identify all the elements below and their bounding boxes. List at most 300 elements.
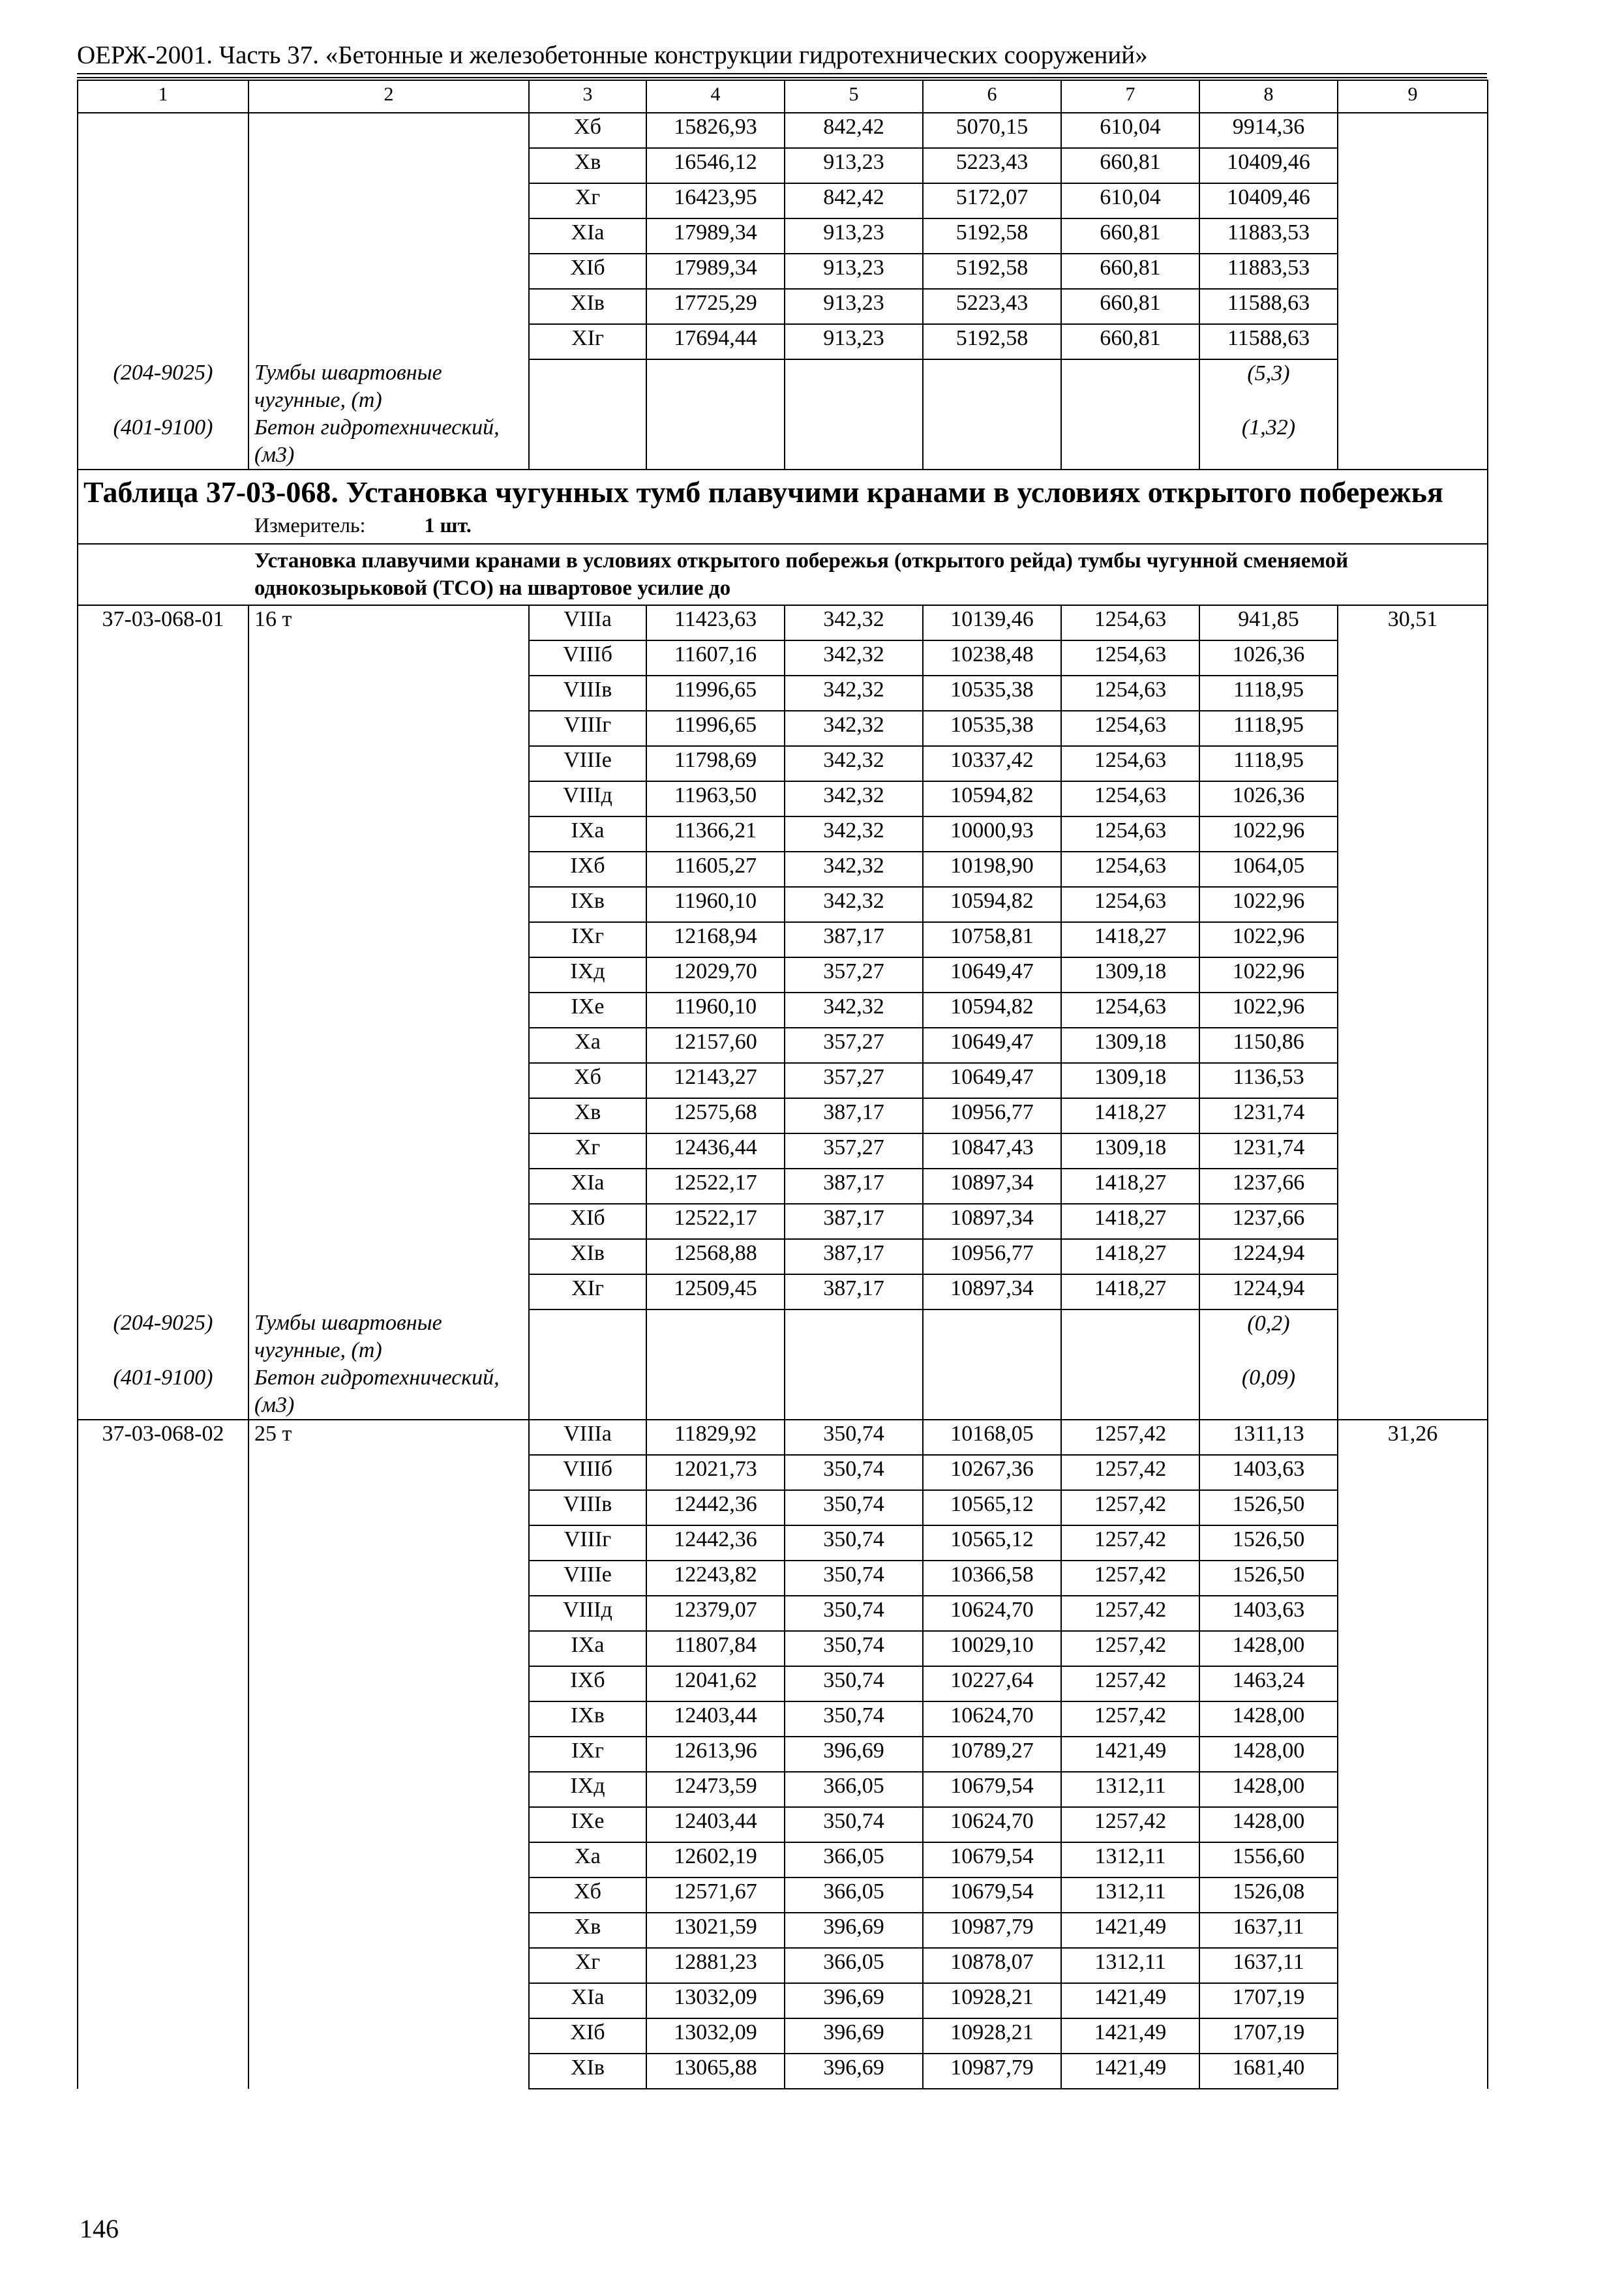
table-cell: 660,81 [1061,324,1199,359]
table-cell [1338,359,1488,414]
table-cell [78,887,248,922]
table-cell [1338,1701,1488,1737]
table-cell [248,922,529,957]
table-cell [78,1878,248,1913]
table-cell: 13032,09 [646,2018,785,2054]
table-cell [1338,148,1488,183]
table-cell: 10987,79 [923,2054,1061,2089]
resource-name: Тумбы швартовные чугунные, (т) [248,359,529,414]
table-cell [78,2018,248,2054]
table-cell: 10409,46 [1199,183,1338,218]
table-cell [78,183,248,218]
table-cell: 357,27 [785,957,923,993]
item-col9: 30,51 [1338,605,1488,640]
resource-code: (204-9025) [78,359,248,414]
table-cell: IXд [529,957,646,993]
table-cell: 396,69 [785,1737,923,1772]
table-cell [78,640,248,676]
table-cell [248,2054,529,2089]
table-cell: 941,85 [1199,605,1338,640]
table-cell: 11996,65 [646,676,785,711]
table-cell: 11829,92 [646,1420,785,1455]
table-row [78,1983,1488,2018]
table-cell [248,1631,529,1666]
table-cell: IXг [529,1737,646,1772]
table-row [78,148,1488,183]
table-cell: XIг [529,324,646,359]
table-cell [78,148,248,183]
table-cell: 10366,58 [923,1561,1061,1596]
table-cell: 350,74 [785,1631,923,1666]
table-cell: 660,81 [1061,289,1199,324]
header-rule [77,73,1487,78]
table-cell: 1254,63 [1061,993,1199,1028]
table-cell: 350,74 [785,1807,923,1842]
table-cell: 1403,63 [1199,1455,1338,1490]
table-cell: 10029,10 [923,1631,1061,1666]
table-cell: 1257,42 [1061,1420,1199,1455]
table-cell: 1312,11 [1061,1948,1199,1983]
table-cell [1338,1525,1488,1561]
table-cell [248,1490,529,1525]
table-row [78,1455,1488,1490]
table-cell [1338,1455,1488,1490]
table-cell [78,1204,248,1239]
table-cell [78,1455,248,1490]
table-cell [78,1063,248,1098]
table-cell: 1064,05 [1199,852,1338,887]
table-cell [78,1239,248,1274]
section-title: Таблица 37-03-068. Установка чугунных тумб плавучими кранами в условиях открытого побережья [83,475,1443,509]
page-number: 146 [80,2214,119,2243]
table-cell: 10928,21 [923,1983,1061,2018]
table-cell: Хб [529,1063,646,1098]
table-row [78,1525,1488,1561]
column-header: 8 [1199,80,1338,113]
table-cell [248,218,529,254]
table-cell [1338,183,1488,218]
table-row [78,605,1488,640]
table-cell [1338,1133,1488,1169]
table-cell: 12168,94 [646,922,785,957]
table-cell: 1254,63 [1061,676,1199,711]
table-cell: 1118,95 [1199,746,1338,781]
table-cell [78,289,248,324]
table-cell: 1254,63 [1061,816,1199,852]
table-cell [1338,711,1488,746]
table-cell [1338,1948,1488,1983]
table-cell [78,1596,248,1631]
table-cell: 1254,63 [1061,640,1199,676]
table-cell: 1224,94 [1199,1274,1338,1309]
table-cell: 12403,44 [646,1807,785,1842]
table-cell [78,781,248,816]
table-cell: 17989,34 [646,254,785,289]
table-cell [923,359,1061,414]
table-cell: 366,05 [785,1878,923,1913]
table-cell [78,676,248,711]
table-cell [1338,1364,1488,1420]
table-cell: 10227,64 [923,1666,1061,1701]
table-cell: 12522,17 [646,1204,785,1239]
table-cell [78,1525,248,1561]
table-cell [248,324,529,359]
table-cell: 10679,54 [923,1772,1061,1807]
table-cell: Хг [529,183,646,218]
table-cell: 1257,42 [1061,1525,1199,1561]
table-cell: 1022,96 [1199,887,1338,922]
table-cell [78,957,248,993]
column-header: 7 [1061,80,1199,113]
table-cell [248,711,529,746]
table-cell: XIв [529,1239,646,1274]
table-cell: 842,42 [785,183,923,218]
table-cell: 350,74 [785,1455,923,1490]
table-row [78,1807,1488,1842]
table-cell: 387,17 [785,922,923,957]
table-cell: 1637,11 [1199,1913,1338,1948]
table-cell: 1257,42 [1061,1455,1199,1490]
table-cell: 366,05 [785,1842,923,1878]
table-cell: 5223,43 [923,289,1061,324]
table-cell [78,1631,248,1666]
rates-table [77,80,1488,2089]
table-cell: 12403,44 [646,1701,785,1737]
table-cell: 11798,69 [646,746,785,781]
item-name: 16 т [248,605,529,640]
table-cell: 1224,94 [1199,1239,1338,1274]
table-cell: 11960,10 [646,993,785,1028]
table-cell: 12881,23 [646,1948,785,1983]
table-cell: 10789,27 [923,1737,1061,1772]
table-cell: 11960,10 [646,887,785,922]
table-cell: 660,81 [1061,218,1199,254]
table-cell: 913,23 [785,289,923,324]
table-cell: IXв [529,1701,646,1737]
table-cell: 342,32 [785,781,923,816]
table-cell [529,1309,646,1364]
table-cell: 610,04 [1061,183,1199,218]
table-cell: 1022,96 [1199,993,1338,1028]
table-cell: 10928,21 [923,2018,1061,2054]
table-row [78,746,1488,781]
table-cell: Хб [529,113,646,148]
table-cell: Хв [529,148,646,183]
column-header: 2 [248,80,529,113]
table-cell: 11605,27 [646,852,785,887]
table-cell: 1526,50 [1199,1561,1338,1596]
table-cell [78,1028,248,1063]
table-cell: VIIIв [529,1490,646,1525]
table-cell [78,993,248,1028]
table-cell: 10168,05 [923,1420,1061,1455]
column-header: 9 [1338,80,1488,113]
table-row [78,1948,1488,1983]
table-cell [1338,746,1488,781]
table-cell: 1428,00 [1199,1631,1338,1666]
table-cell: VIIIг [529,1525,646,1561]
table-cell: 12029,70 [646,957,785,993]
table-cell [78,1133,248,1169]
table-cell: 11588,63 [1199,324,1338,359]
table-cell: 10000,93 [923,816,1061,852]
table-row [78,1028,1488,1063]
table-cell: VIIIб [529,640,646,676]
table-cell [248,1913,529,1948]
table-cell: 1418,27 [1061,1239,1199,1274]
table-cell: 366,05 [785,1772,923,1807]
table-cell: 1707,19 [1199,2018,1338,2054]
table-cell: 13032,09 [646,1983,785,2018]
table-cell [248,1204,529,1239]
table-cell: 350,74 [785,1420,923,1455]
table-cell [248,1063,529,1098]
table-row [78,1737,1488,1772]
table-cell [1338,1878,1488,1913]
table-cell: 11963,50 [646,781,785,816]
table-cell: 1257,42 [1061,1666,1199,1701]
table-cell [78,746,248,781]
table-cell [78,1737,248,1772]
table-cell [78,113,248,148]
table-cell [248,852,529,887]
table-cell: 10897,34 [923,1274,1061,1309]
table-cell: 10649,47 [923,1063,1061,1098]
table-row [78,2054,1488,2089]
table-row [78,113,1488,148]
table-cell [78,254,248,289]
table-cell [248,640,529,676]
table-cell [1338,640,1488,676]
table-cell [1338,852,1488,887]
table-cell [78,852,248,887]
table-cell [646,1309,785,1364]
column-header-row [78,80,1488,113]
table-cell: 350,74 [785,1525,923,1561]
table-row [78,957,1488,993]
table-cell [248,1028,529,1063]
table-cell: 1257,42 [1061,1701,1199,1737]
table-cell: 1556,60 [1199,1842,1338,1878]
table-cell: 342,32 [785,640,923,676]
table-cell [785,1309,923,1364]
table-cell: 660,81 [1061,148,1199,183]
section-description: Установка плавучими кранами в условиях открытого побережья (открытого рейда) тумбы чугунной сменяемой однокозырьковой (ТСО) на швартовое усилие до [78,544,1488,605]
table-cell: 1026,36 [1199,781,1338,816]
table-cell [248,1098,529,1133]
table-cell: 396,69 [785,1913,923,1948]
table-cell: 12613,96 [646,1737,785,1772]
table-cell [78,1701,248,1737]
table-cell: 1257,42 [1061,1807,1199,1842]
table-cell [248,1169,529,1204]
table-cell: 10847,43 [923,1133,1061,1169]
table-cell: VIIIг [529,711,646,746]
table-cell [78,816,248,852]
table-cell: 1309,18 [1061,1028,1199,1063]
table-cell: 12379,07 [646,1596,785,1631]
table-cell: 842,42 [785,113,923,148]
table-row [78,183,1488,218]
table-cell [248,183,529,218]
table-cell [646,414,785,470]
table-cell: 387,17 [785,1169,923,1204]
table-cell [1338,676,1488,711]
table-cell: 12509,45 [646,1274,785,1309]
table-row [78,640,1488,676]
table-cell [1338,957,1488,993]
table-cell [78,1666,248,1701]
table-cell: 10987,79 [923,1913,1061,1948]
table-cell: XIб [529,1204,646,1239]
resource-name: Тумбы швартовные чугунные, (т) [248,1309,529,1364]
column-header: 4 [646,80,785,113]
table-row [78,711,1488,746]
table-cell: 10649,47 [923,1028,1061,1063]
table-cell: 1254,63 [1061,887,1199,922]
table-cell: 17694,44 [646,324,785,359]
table-cell: 5192,58 [923,254,1061,289]
table-cell: 1257,42 [1061,1596,1199,1631]
table-cell: 10267,36 [923,1455,1061,1490]
table-cell [248,1455,529,1490]
table-row [78,1596,1488,1631]
table-row [78,289,1488,324]
table-cell [78,2054,248,2089]
table-cell: 10624,70 [923,1596,1061,1631]
table-cell: 1421,49 [1061,2018,1199,2054]
meter-line [83,511,1482,539]
table-cell [1338,1631,1488,1666]
table-cell: 12157,60 [646,1028,785,1063]
table-cell [1338,1807,1488,1842]
table-cell: 1022,96 [1199,816,1338,852]
table-cell [1338,1596,1488,1631]
table-cell [78,1948,248,1983]
table-cell [1338,113,1488,148]
table-cell: 11423,63 [646,605,785,640]
table-cell [923,1309,1061,1364]
resource-value: (5,3) [1199,359,1338,414]
table-cell: 342,32 [785,711,923,746]
table-cell [78,218,248,254]
table-cell [529,1364,646,1420]
table-cell [646,1364,785,1420]
table-cell: 12436,44 [646,1133,785,1169]
table-cell: 11883,53 [1199,218,1338,254]
table-cell: 10897,34 [923,1204,1061,1239]
table-cell: 12522,17 [646,1169,785,1204]
table-cell: VIIIд [529,1596,646,1631]
table-cell [248,781,529,816]
resource-name: Бетон гидротехнический, (м3) [248,1364,529,1420]
table-cell: 1118,95 [1199,676,1338,711]
table-cell: IXa [529,1631,646,1666]
table-cell: 10565,12 [923,1490,1061,1525]
table-cell [78,324,248,359]
table-cell: 350,74 [785,1596,923,1631]
resource-value: (0,2) [1199,1309,1338,1364]
table-cell [248,148,529,183]
table-cell: 10956,77 [923,1098,1061,1133]
table-cell [1338,1737,1488,1772]
table-cell: 1707,19 [1199,1983,1338,2018]
column-header: 3 [529,80,646,113]
table-cell [248,1701,529,1737]
table-cell: 350,74 [785,1490,923,1525]
table-cell: 10337,42 [923,746,1061,781]
table-cell: 10198,90 [923,852,1061,887]
table-cell [1338,1561,1488,1596]
table-cell: 10624,70 [923,1701,1061,1737]
table-row [78,1098,1488,1133]
table-cell: IXe [529,993,646,1028]
table-row [78,816,1488,852]
table-cell [1338,2018,1488,2054]
table-cell: 11607,16 [646,640,785,676]
table-cell: 10679,54 [923,1842,1061,1878]
table-row [78,1204,1488,1239]
table-row [78,922,1488,957]
table-row [78,676,1488,711]
table-cell [1338,993,1488,1028]
table-cell: 15826,93 [646,113,785,148]
table-cell: 1312,11 [1061,1772,1199,1807]
item-code: 37-03-068-02 [78,1420,248,1455]
table-cell: 387,17 [785,1098,923,1133]
table-cell: 10565,12 [923,1525,1061,1561]
table-cell [248,1878,529,1913]
table-cell [1061,1364,1199,1420]
table-cell [1338,414,1488,470]
table-cell: 342,32 [785,852,923,887]
table-row [78,1239,1488,1274]
table-cell: 10878,07 [923,1948,1061,1983]
table-cell [529,414,646,470]
table-cell [248,1525,529,1561]
table-cell [248,2018,529,2054]
table-cell: 1681,40 [1199,2054,1338,2089]
table-cell: VIIIa [529,605,646,640]
table-cell: 1418,27 [1061,1204,1199,1239]
table-cell: IXб [529,1666,646,1701]
table-cell [248,1983,529,2018]
table-cell: 5223,43 [923,148,1061,183]
table-cell: 913,23 [785,218,923,254]
table-row [78,993,1488,1028]
table-cell [1338,1098,1488,1133]
column-header: 6 [923,80,1061,113]
table-cell [248,1133,529,1169]
table-cell: 1231,74 [1199,1133,1338,1169]
table-cell: 1428,00 [1199,1772,1338,1807]
table-cell: 12143,27 [646,1063,785,1098]
table-cell: Хг [529,1133,646,1169]
table-cell: 1237,66 [1199,1204,1338,1239]
table-cell [1338,1239,1488,1274]
table-cell: XIв [529,2054,646,2089]
table-cell: 10535,38 [923,676,1061,711]
table-cell: 342,32 [785,605,923,640]
table-cell: 1254,63 [1061,746,1199,781]
table-row [78,1878,1488,1913]
table-cell: 1257,42 [1061,1631,1199,1666]
table-cell: 10649,47 [923,957,1061,993]
table-cell: 396,69 [785,2054,923,2089]
table-cell [248,1948,529,1983]
table-cell [248,957,529,993]
table-cell: 1311,13 [1199,1420,1338,1455]
